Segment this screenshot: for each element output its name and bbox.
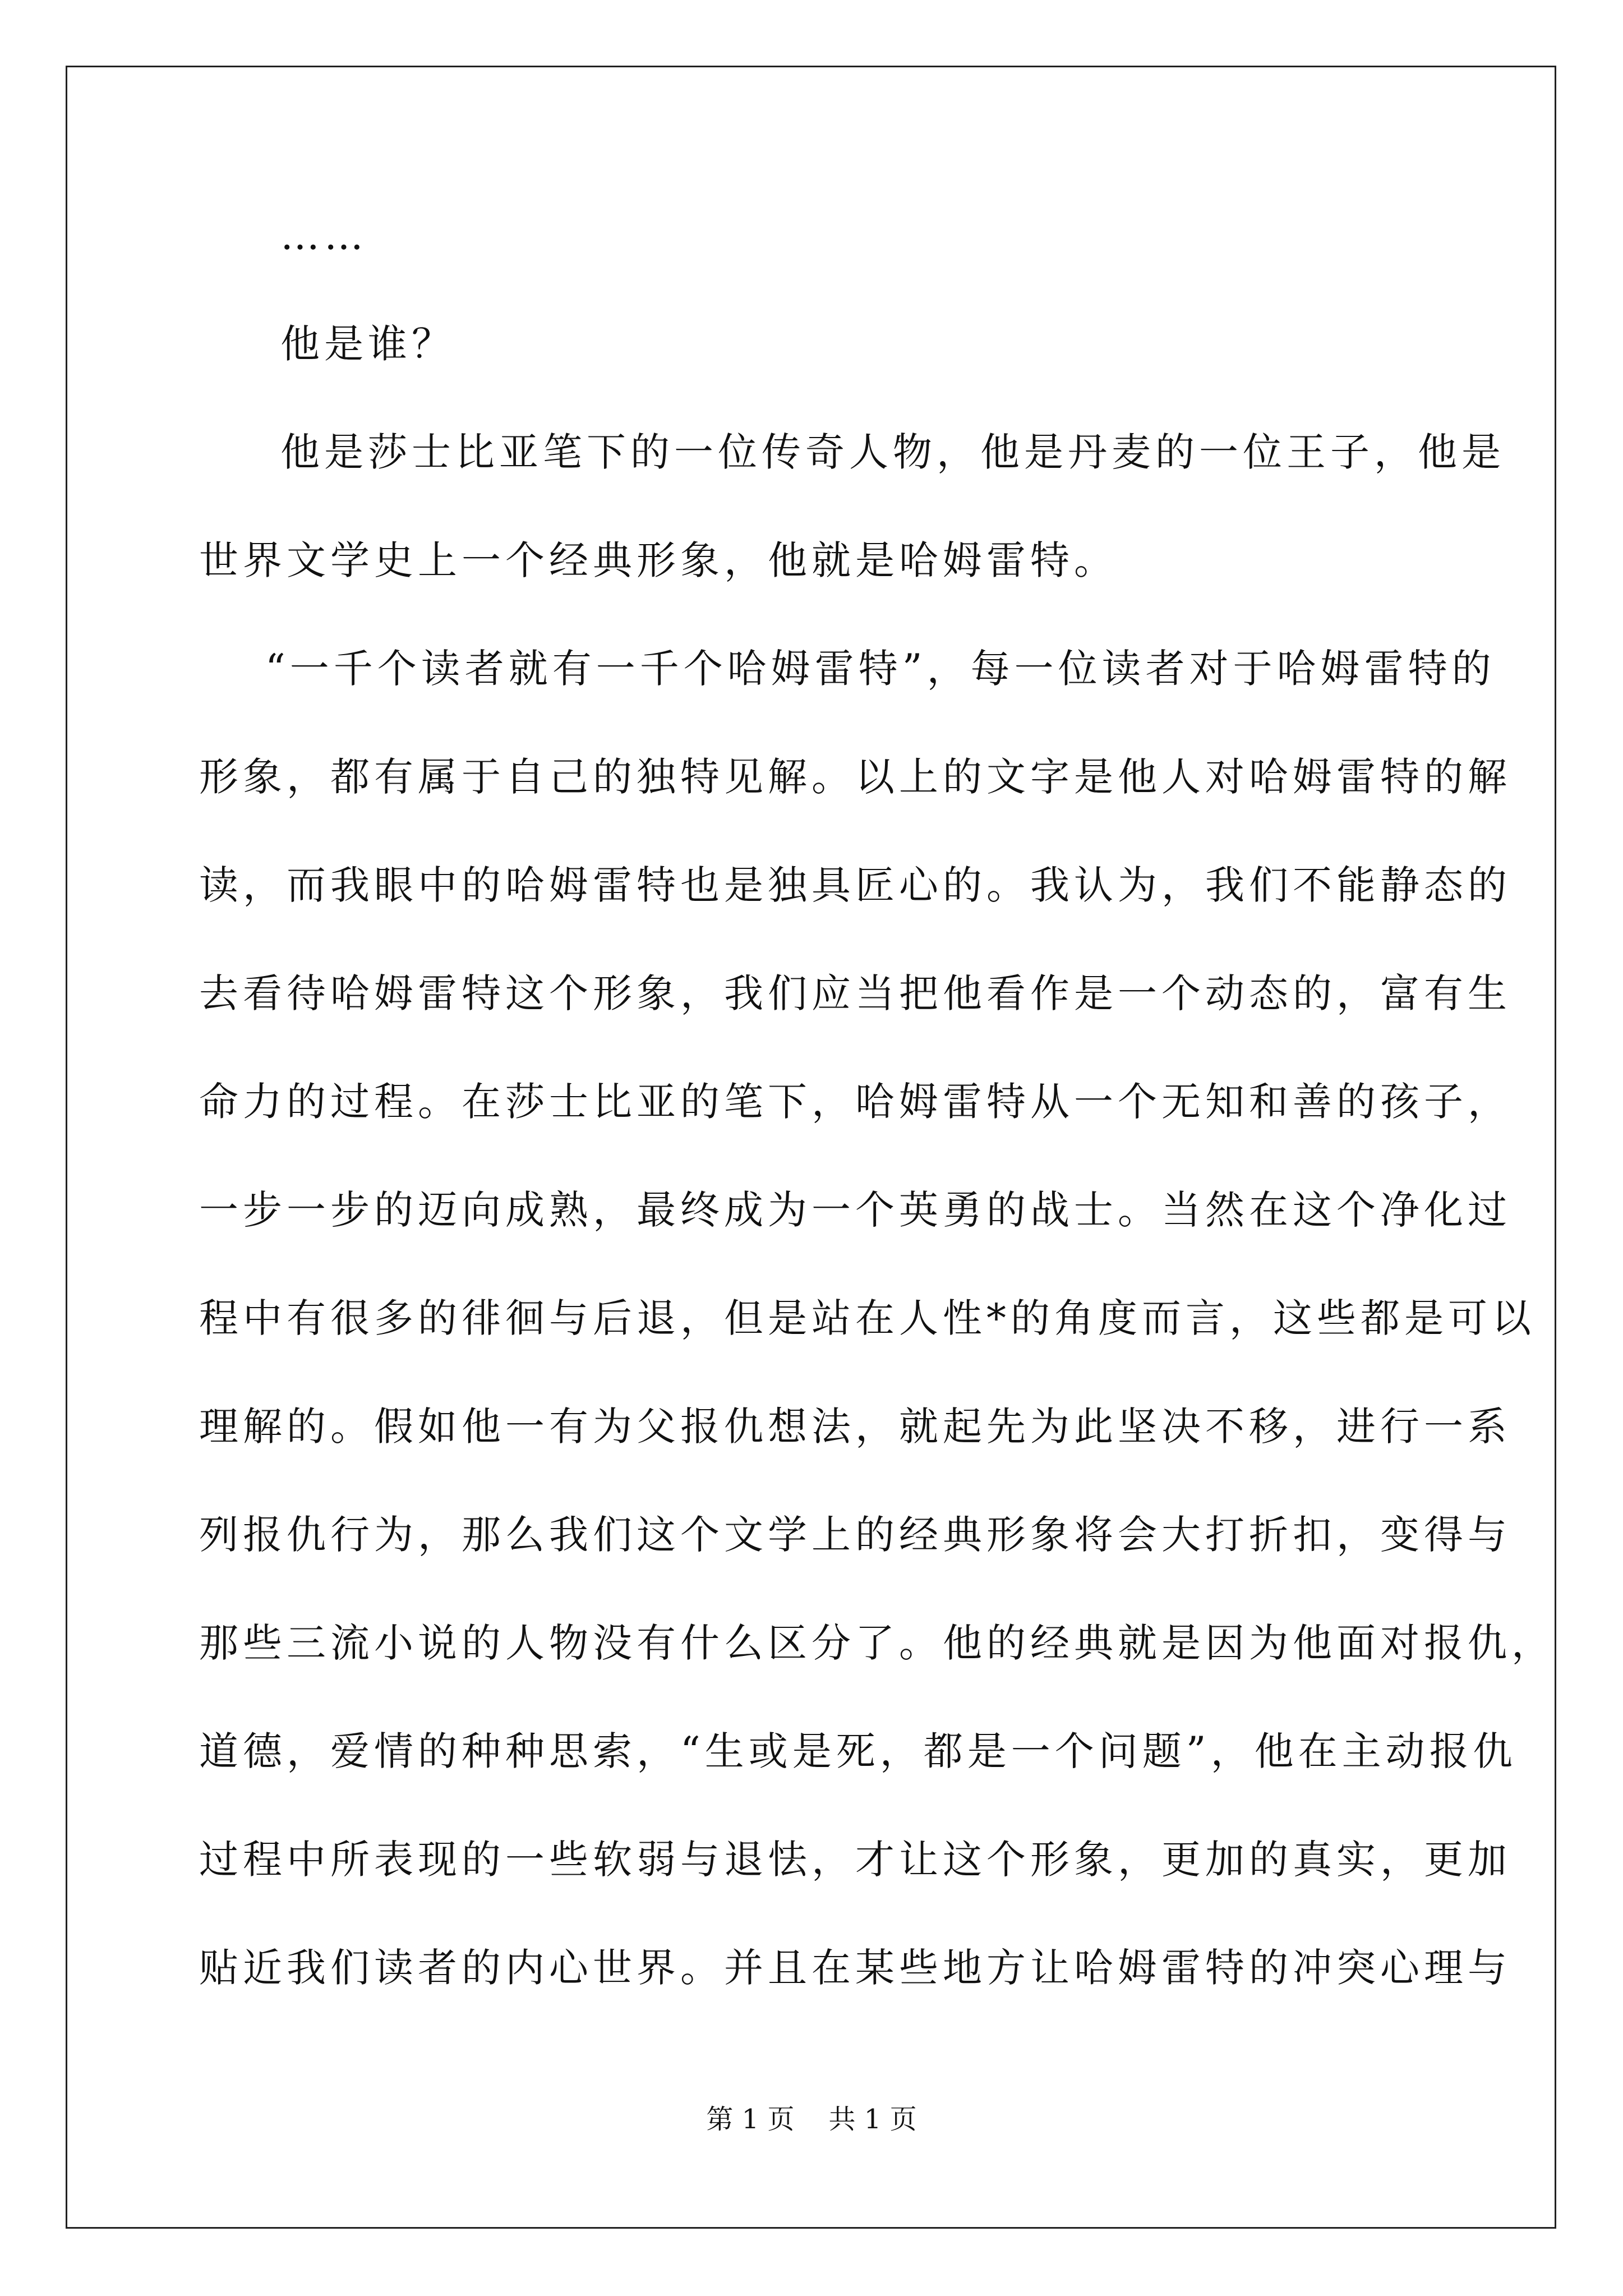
paragraph-line: “一千个读者就有一千个哈姆雷特”，每一位读者对于哈姆雷特的: [265, 646, 1496, 692]
paragraph-line: 那些三流小说的人物没有什么区分了。他的经典就是因为他面对报仇，: [199, 1620, 1555, 1666]
paragraph-line: 程中有很多的徘徊与后退，但是站在人性*的角度而言，这些都是可以: [199, 1295, 1536, 1341]
paragraph-line: 过程中所表现的一些软弱与退怯，才让这个形象，更加的真实，更加: [199, 1837, 1511, 1883]
paragraph-line: 世界文学史上一个经典形象，他就是哈姆雷特。: [199, 537, 1118, 583]
paragraph-line: 命力的过程。在莎士比亚的笔下，哈姆雷特从一个无知和善的孩子，: [199, 1079, 1511, 1125]
paragraph-line: 去看待哈姆雷特这个形象，我们应当把他看作是一个动态的，富有生: [199, 970, 1511, 1016]
paragraph-line: 他是莎士比亚笔下的一位传奇人物，他是丹麦的一位王子，他是: [280, 429, 1505, 475]
paragraph-line: 道德，爱情的种种思索，“生或是死，都是一个问题”，他在主动报仇: [199, 1728, 1517, 1774]
paragraph-line: 一步一步的迈向成熟，最终成为一个英勇的战士。当然在这个净化过: [199, 1187, 1511, 1233]
page-number-footer: 第 1 页 共 1 页: [706, 2104, 917, 2135]
paragraph-line: 贴近我们读者的内心世界。并且在某些地方让哈姆雷特的冲突心理与: [199, 1945, 1511, 1991]
page-border: [66, 66, 1556, 2229]
paragraph-line: 列报仇行为，那么我们这个文学上的经典形象将会大打折扣，变得与: [199, 1512, 1511, 1558]
paragraph-line: 形象，都有属于自己的独特见解。以上的文字是他人对哈姆雷特的解: [199, 754, 1511, 800]
paragraph-line: 读，而我眼中的哈姆雷特也是独具匠心的。我认为，我们不能静态的: [199, 862, 1511, 908]
ellipsis-line: ……: [280, 213, 368, 259]
paragraph-line: 他是谁？: [280, 321, 455, 367]
paragraph-line: 理解的。假如他一有为父报仇想法，就起先为此坚决不移，进行一系: [199, 1404, 1511, 1450]
